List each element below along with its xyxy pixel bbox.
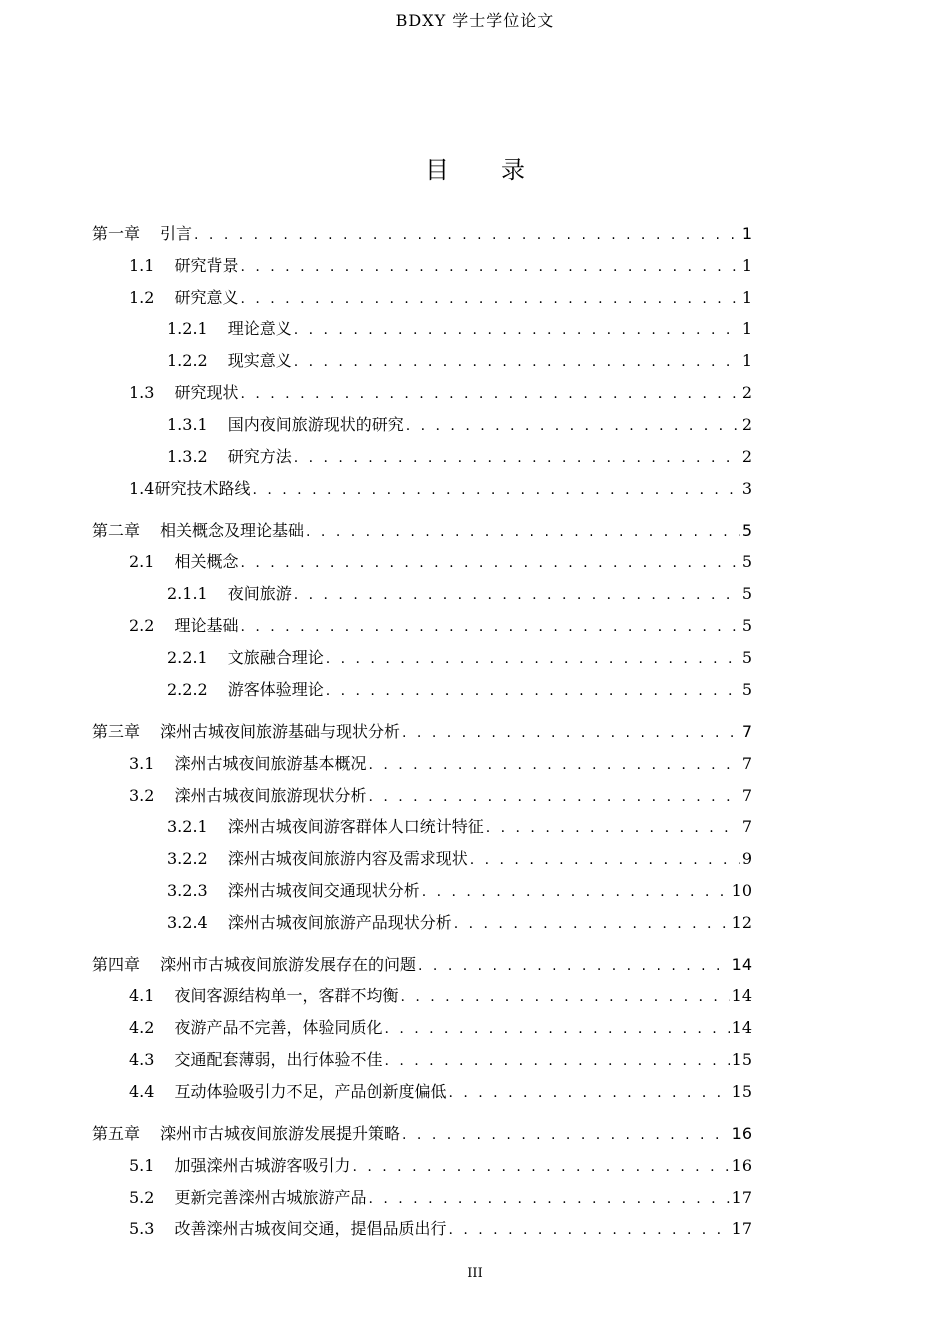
page-header: BDXY 学士学位论文 <box>395 11 555 30</box>
toc-dot-leader <box>402 1122 730 1148</box>
toc-entry-page: 5 <box>741 680 752 699</box>
toc-entry-text: 滦州古城夜间交通现状分析 <box>227 881 420 900</box>
toc-entry-number: 2.2.2 <box>167 680 208 699</box>
toc-section-entry[interactable] <box>129 1153 752 1179</box>
toc-entry-text: 滦州市古城夜间旅游发展存在的问题 <box>160 955 417 974</box>
toc-entry-page: 2 <box>741 383 752 402</box>
toc-dot-leader <box>368 1186 729 1212</box>
toc-section-entry[interactable] <box>167 846 752 872</box>
toc-entry-page: 12 <box>731 913 752 932</box>
toc-entry-page: 7 <box>741 754 752 773</box>
toc-dot-leader <box>402 720 740 746</box>
toc-entry-text: 交通配套薄弱，出行体验不佳 <box>174 1050 383 1069</box>
toc-entry-text: 研究方法 <box>227 447 292 466</box>
toc-entry-text: 夜间旅游 <box>227 584 292 603</box>
toc-entry-text: 互动体验吸引力不足，产品创新度偏低 <box>174 1082 447 1101</box>
toc-entry-page: 14 <box>731 1018 752 1037</box>
toc-entry-text: 文旅融合理论 <box>227 648 324 667</box>
toc-chapter-entry[interactable] <box>92 221 752 247</box>
toc-entry-page: 17 <box>731 1219 752 1238</box>
toc-entry-number: 2.2 <box>129 616 155 635</box>
toc-entry-page: 5 <box>741 552 752 571</box>
toc-entry-text: 滦州古城夜间旅游产品现状分析 <box>227 913 452 932</box>
toc-dot-leader <box>368 752 739 778</box>
toc-dot-leader <box>294 582 740 608</box>
toc-entry-text: 相关概念 <box>174 552 239 571</box>
toc-dot-leader <box>352 1154 729 1180</box>
toc-dot-leader <box>252 477 739 503</box>
toc-section-entry[interactable] <box>129 1047 752 1073</box>
toc-entry-page: 7 <box>741 817 752 836</box>
toc-dot-leader <box>194 222 740 248</box>
toc-entry-number: 1.3.2 <box>167 447 208 466</box>
toc-dot-leader <box>306 519 740 545</box>
toc-entry-number: 3.2.4 <box>167 913 208 932</box>
toc-dot-leader <box>454 911 730 937</box>
toc-entry-number: 2.1 <box>129 552 155 571</box>
toc-entry-number: 第一章 <box>92 224 141 243</box>
toc-entry-text: 研究技术路线 <box>154 479 251 498</box>
toc-entry-text: 滦州古城夜间游客群体人口统计特征 <box>227 817 484 836</box>
toc-entry-page: 16 <box>731 1124 752 1143</box>
toc-entry-number: 3.2.3 <box>167 881 208 900</box>
toc-section-entry[interactable] <box>129 751 752 777</box>
toc-section-entry[interactable] <box>167 316 752 342</box>
toc-entry-page: 1 <box>741 351 752 370</box>
toc-entry-page: 1 <box>741 319 752 338</box>
toc-entry-number: 3.2.1 <box>167 817 208 836</box>
toc-entry-text: 相关概念及理论基础 <box>160 521 305 540</box>
toc-dot-leader <box>448 1080 729 1106</box>
toc-section-entry[interactable] <box>129 380 752 406</box>
toc-dot-leader <box>326 646 740 672</box>
toc-dot-leader <box>470 847 740 873</box>
toc-dot-leader <box>294 317 740 343</box>
toc-entry-text: 滦州市古城夜间旅游发展提升策略 <box>160 1124 401 1143</box>
toc-title-char-1: 目 <box>425 156 449 184</box>
toc-entry-page: 1 <box>741 224 752 243</box>
toc-dot-leader <box>326 678 740 704</box>
toc-entry-text: 滦州古城夜间旅游内容及需求现状 <box>227 849 468 868</box>
toc-section-entry[interactable] <box>167 878 752 904</box>
toc-entry-text: 理论意义 <box>227 319 292 338</box>
toc-entry-number: 第四章 <box>92 955 141 974</box>
toc-entry-number: 1.1 <box>129 256 155 275</box>
toc-section-entry[interactable] <box>129 983 752 1009</box>
toc-entry-number: 第三章 <box>92 722 141 741</box>
toc-entry-number: 1.2 <box>129 288 155 307</box>
toc-dot-leader <box>384 1048 729 1074</box>
toc-entry-page: 7 <box>741 722 752 741</box>
toc-entry-page: 2 <box>741 447 752 466</box>
toc-chapter-entry[interactable] <box>92 518 752 544</box>
toc-dot-leader <box>240 614 739 640</box>
toc-entry-text: 加强滦州古城游客吸引力 <box>174 1156 351 1175</box>
toc-dot-leader <box>422 879 730 905</box>
toc-entry-text: 滦州古城夜间旅游基础与现状分析 <box>160 722 401 741</box>
toc-entry-number: 2.2.1 <box>167 648 208 667</box>
toc-chapter-entry[interactable] <box>92 952 752 978</box>
toc-section-entry[interactable] <box>129 1185 752 1211</box>
toc-section-entry[interactable] <box>129 476 752 502</box>
toc-entry-number: 3.2 <box>129 786 155 805</box>
toc-section-entry[interactable] <box>167 444 752 470</box>
toc-section-entry[interactable] <box>129 549 752 575</box>
toc-entry-page: 14 <box>731 955 752 974</box>
toc-section-entry[interactable] <box>167 677 752 703</box>
toc-dot-leader <box>384 1016 729 1042</box>
toc-entry-number: 1.2.1 <box>167 319 208 338</box>
toc-section-entry[interactable] <box>167 348 752 374</box>
toc-dot-leader <box>486 815 740 841</box>
toc-entry-text: 滦州古城夜间旅游基本概况 <box>174 754 367 773</box>
toc-entry-number: 第五章 <box>92 1124 141 1143</box>
toc-dot-leader <box>406 413 740 439</box>
toc-chapter-entry[interactable] <box>92 719 752 745</box>
toc-entry-number: 2.1.1 <box>167 584 208 603</box>
toc-title-char-2: 录 <box>501 156 525 184</box>
toc-entry-number: 1.3 <box>129 383 155 402</box>
toc-entry-number: 4.3 <box>129 1050 155 1069</box>
toc-entry-number: 3.2.2 <box>167 849 208 868</box>
toc-dot-leader <box>240 381 739 407</box>
toc-section-entry[interactable] <box>129 1015 752 1041</box>
toc-section-entry[interactable] <box>129 1216 752 1242</box>
toc-entry-page: 17 <box>731 1188 752 1207</box>
toc-entry-page: 1 <box>741 256 752 275</box>
toc-entry-number: 1.3.1 <box>167 415 208 434</box>
page-number: III <box>467 1266 483 1281</box>
toc-section-entry[interactable] <box>167 645 752 671</box>
toc-section-entry[interactable] <box>129 1079 752 1105</box>
toc-dot-leader <box>294 349 740 375</box>
toc-section-entry[interactable] <box>129 285 752 311</box>
toc-chapter-entry[interactable] <box>92 1121 752 1147</box>
toc-entry-text: 夜游产品不完善，体验同质化 <box>174 1018 383 1037</box>
toc-section-entry[interactable] <box>129 253 752 279</box>
toc-entry-page: 5 <box>741 616 752 635</box>
toc-section-entry[interactable] <box>167 412 752 438</box>
toc-entry-number: 4.1 <box>129 986 155 1005</box>
toc-dot-leader <box>240 286 739 312</box>
toc-section-entry[interactable] <box>129 613 752 639</box>
toc-entry-text: 国内夜间旅游现状的研究 <box>227 415 404 434</box>
toc-entry-page: 3 <box>741 479 752 498</box>
toc-section-entry[interactable] <box>167 581 752 607</box>
toc-dot-leader <box>240 550 739 576</box>
toc-entry-text: 滦州古城夜间旅游现状分析 <box>174 786 367 805</box>
toc-entry-page: 10 <box>731 881 752 900</box>
toc-entry-number: 第二章 <box>92 521 141 540</box>
toc-dot-leader <box>240 254 739 280</box>
toc-entry-page: 15 <box>731 1082 752 1101</box>
toc-dot-leader <box>418 953 730 979</box>
toc-section-entry[interactable] <box>129 783 752 809</box>
toc-entry-page: 5 <box>741 648 752 667</box>
toc-entry-number: 1.2.2 <box>167 351 208 370</box>
toc-entry-page: 5 <box>741 584 752 603</box>
toc-entry-page: 14 <box>731 986 752 1005</box>
toc-entry-text: 研究现状 <box>174 383 239 402</box>
toc-entry-text: 游客体验理论 <box>227 680 324 699</box>
toc-entry-text: 研究背景 <box>174 256 239 275</box>
toc-entry-text: 现实意义 <box>227 351 292 370</box>
toc-entry-page: 7 <box>741 786 752 805</box>
toc-entry-number: 1.4 <box>129 479 155 498</box>
toc-dot-leader <box>400 984 729 1010</box>
toc-entry-text: 夜间客源结构单一，客群不均衡 <box>174 986 399 1005</box>
toc-entry-number: 5.2 <box>129 1188 155 1207</box>
toc-entry-text: 引言 <box>160 224 193 243</box>
toc-entry-number: 4.4 <box>129 1082 155 1101</box>
toc-entry-page: 15 <box>731 1050 752 1069</box>
toc-entry-number: 5.1 <box>129 1156 155 1175</box>
toc-dot-leader <box>448 1217 729 1243</box>
toc-entry-page: 1 <box>741 288 752 307</box>
toc-section-entry[interactable] <box>167 814 752 840</box>
toc-entry-number: 5.3 <box>129 1219 155 1238</box>
toc-entry-page: 9 <box>741 849 752 868</box>
toc-section-entry[interactable] <box>167 910 752 936</box>
toc-entry-text: 研究意义 <box>174 288 239 307</box>
toc-dot-leader <box>368 784 739 810</box>
toc-entry-number: 3.1 <box>129 754 155 773</box>
toc-entry-text: 改善滦州古城夜间交通，提倡品质出行 <box>174 1219 447 1238</box>
toc-entry-page: 2 <box>741 415 752 434</box>
toc-entry-page: 16 <box>731 1156 752 1175</box>
toc-entry-page: 5 <box>741 521 752 540</box>
toc-entry-number: 4.2 <box>129 1018 155 1037</box>
toc-entry-text: 更新完善滦州古城旅游产品 <box>174 1188 367 1207</box>
toc-dot-leader <box>294 445 740 471</box>
toc-entry-text: 理论基础 <box>174 616 239 635</box>
